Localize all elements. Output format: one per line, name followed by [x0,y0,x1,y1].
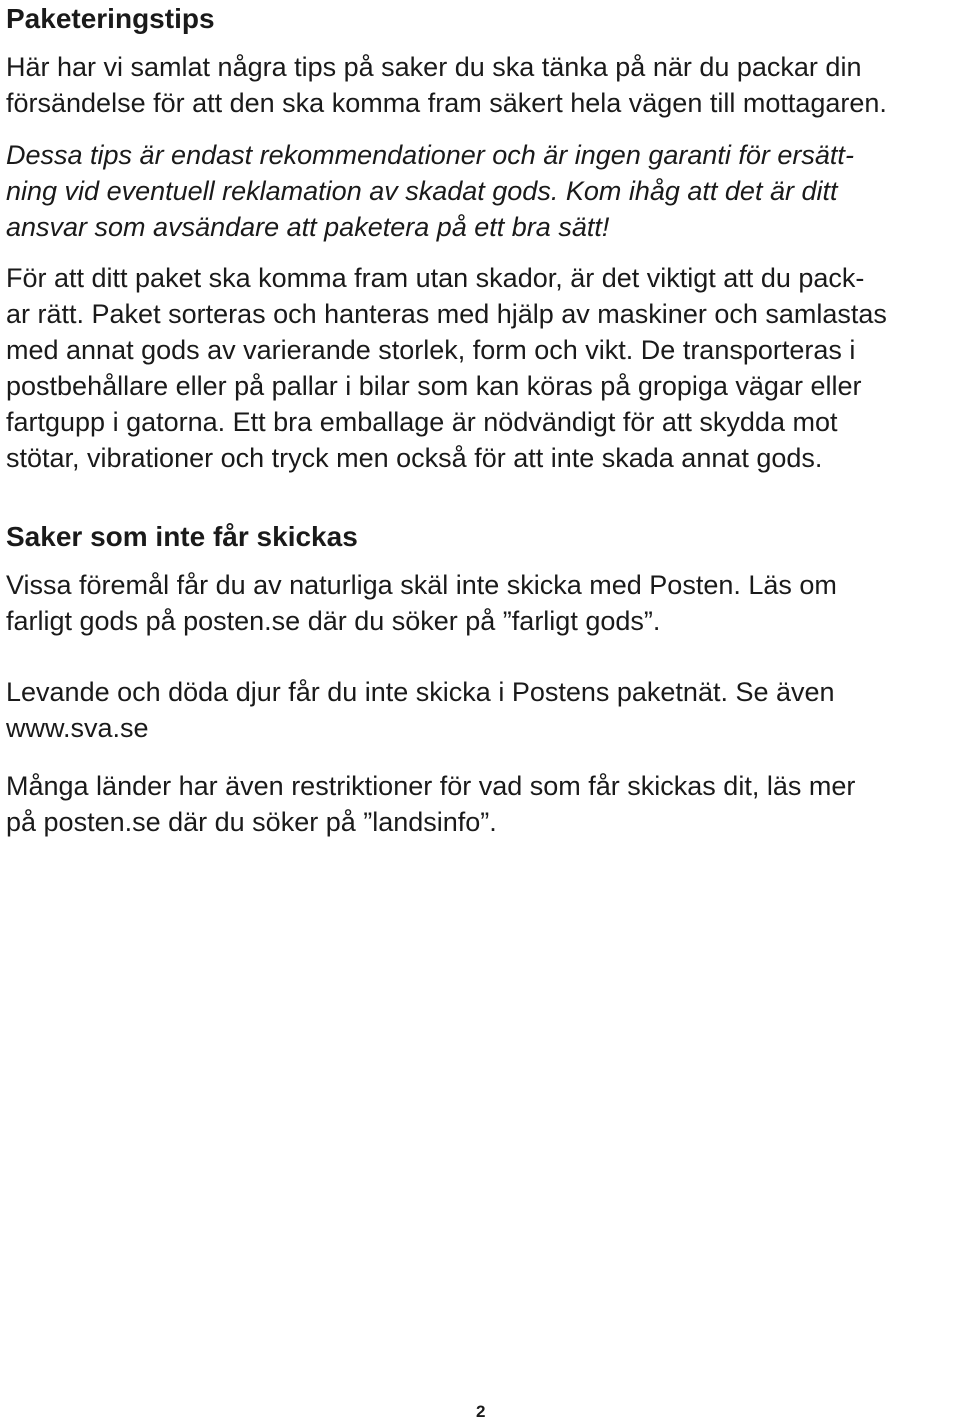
disclaimer-line-2: ning vid eventuell reklamation av skadat gods. Kom ihåg att det är ditt [6,176,838,206]
body-line-4: postbehållare eller på pallar i bilar som kan köras på gropiga vägar eller [6,371,862,401]
intro-line-1: Här har vi samlat några tips på saker du ska tänka på när du packar din [6,52,862,82]
disclaimer-line-3: ansvar som avsändare att paketera på ett bra sätt! [6,212,610,242]
heading-paketeringstips: Paketeringstips [6,3,215,34]
disclaimer-line-1: Dessa tips är endast rekommendationer och är ingen garanti för ersätt- [6,140,854,170]
body-line-2: ar rätt. Paket sorteras och hanteras med hjälp av maskiner och samlastas [6,299,887,329]
body-line-1: För att ditt paket ska komma fram utan skador, är det viktigt att du pack- [6,263,865,293]
para3-line-1: Många länder har även restriktioner för vad som får skickas dit, läs mer [6,771,856,801]
para1-line-1: Vissa föremål får du av naturliga skäl inte skicka med Posten. Läs om [6,570,837,600]
body-line-3: med annat gods av varierande storlek, form och vikt. De transporteras i [6,335,856,365]
para2-line-2: www.sva.se [6,713,149,743]
para2-line-1: Levande och döda djur får du inte skicka i Postens paketnät. Se även [6,677,835,707]
heading-forbidden-items: Saker som inte får skickas [6,521,358,552]
page-number: 2 [476,1402,486,1421]
para3-line-2: på posten.se där du söker på ”landsinfo”. [6,807,497,837]
para1-line-2: farligt gods på posten.se där du söker på ”farligt gods”. [6,606,661,636]
body-line-5: fartgupp i gatorna. Ett bra emballage är nödvändigt för att skydda mot [6,407,838,437]
intro-line-2: försändelse för att den ska komma fram säkert hela vägen till mottagaren. [6,88,887,118]
body-line-6: stötar, vibrationer och tryck men också för att inte skada annat gods. [6,443,823,473]
